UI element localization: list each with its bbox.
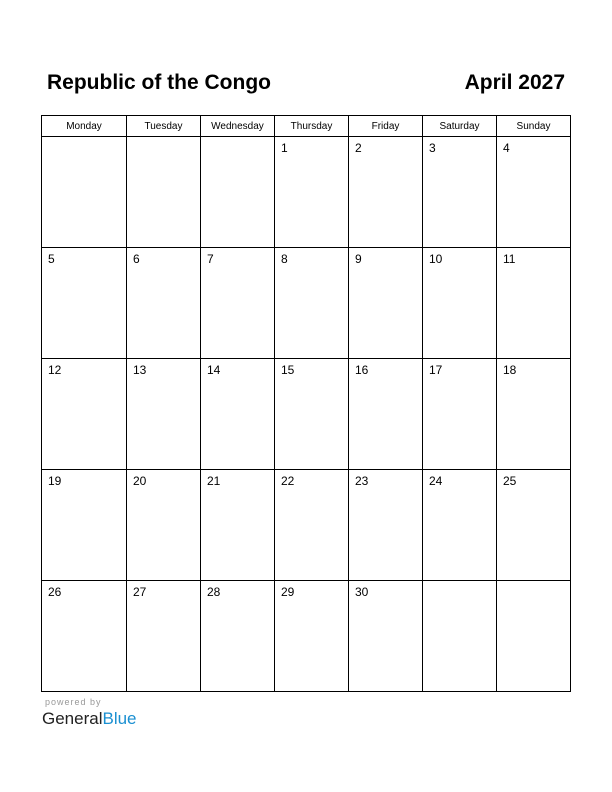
day-cell <box>349 470 423 581</box>
day-cell <box>201 581 275 692</box>
day-number: 8 <box>281 252 288 266</box>
day-number <box>497 581 570 585</box>
day-cell <box>201 359 275 470</box>
day-number: 2 <box>355 141 362 155</box>
weekday-header: Wednesday <box>201 116 275 137</box>
day-cell <box>423 470 497 581</box>
day-cell <box>423 581 497 692</box>
day-number: 7 <box>207 252 214 266</box>
day-cell <box>275 248 349 359</box>
day-number: 6 <box>133 252 140 266</box>
day-cell <box>349 137 423 248</box>
day-cell <box>423 137 497 248</box>
weekday-header: Tuesday <box>127 116 201 137</box>
day-cell <box>275 470 349 581</box>
day-cell <box>497 581 571 692</box>
day-cell <box>423 248 497 359</box>
day-number <box>201 137 274 141</box>
day-cell <box>42 470 127 581</box>
calendar-country-title: Republic of the Congo <box>47 71 271 94</box>
day-number: 11 <box>503 252 516 266</box>
day-number: 26 <box>48 585 62 599</box>
day-number: 12 <box>48 363 62 377</box>
calendar-month-title: April 2027 <box>464 71 565 94</box>
day-number: 1 <box>281 141 288 155</box>
day-number: 21 <box>207 474 221 488</box>
weekday-header: Thursday <box>275 116 349 137</box>
day-cell <box>275 581 349 692</box>
week-row <box>42 248 571 359</box>
day-number: 16 <box>355 363 369 377</box>
calendar-grid <box>41 115 571 692</box>
day-number: 15 <box>281 363 295 377</box>
day-cell <box>497 248 571 359</box>
powered-by-text: powered by <box>45 697 102 707</box>
day-number: 17 <box>429 363 443 377</box>
day-number: 25 <box>503 474 517 488</box>
day-number <box>127 137 200 141</box>
day-number: 30 <box>355 585 369 599</box>
day-number: 22 <box>281 474 295 488</box>
day-cell <box>42 248 127 359</box>
day-number: 19 <box>48 474 62 488</box>
day-cell <box>201 137 275 248</box>
day-number: 3 <box>429 141 436 155</box>
day-number: 28 <box>207 585 221 599</box>
day-cell <box>127 359 201 470</box>
day-number: 13 <box>133 363 147 377</box>
brand-general: General <box>42 709 103 728</box>
day-cell <box>497 359 571 470</box>
day-cell <box>275 137 349 248</box>
day-number <box>42 137 126 141</box>
day-number <box>423 581 496 585</box>
day-cell <box>42 137 127 248</box>
day-cell <box>127 470 201 581</box>
day-number: 14 <box>207 363 221 377</box>
day-number: 23 <box>355 474 369 488</box>
day-number: 9 <box>355 252 362 266</box>
day-number: 20 <box>133 474 147 488</box>
day-cell <box>42 359 127 470</box>
day-cell <box>349 581 423 692</box>
day-cell <box>349 359 423 470</box>
generalblue-logo[interactable] <box>42 709 137 729</box>
day-cell <box>349 248 423 359</box>
day-cell <box>42 581 127 692</box>
day-cell <box>127 248 201 359</box>
day-number: 4 <box>503 141 510 155</box>
day-cell <box>127 581 201 692</box>
day-cell <box>127 137 201 248</box>
day-number: 18 <box>503 363 517 377</box>
week-row <box>42 359 571 470</box>
week-row <box>42 470 571 581</box>
day-number: 29 <box>281 585 295 599</box>
day-cell <box>201 248 275 359</box>
day-cell <box>275 359 349 470</box>
brand-blue: Blue <box>102 709 137 728</box>
day-number: 24 <box>429 474 443 488</box>
day-cell <box>497 470 571 581</box>
day-cell <box>423 359 497 470</box>
weekday-header: Monday <box>42 116 127 137</box>
weekday-header: Saturday <box>423 116 497 137</box>
week-row <box>42 137 571 248</box>
day-number: 10 <box>429 252 443 266</box>
day-cell <box>201 470 275 581</box>
week-row <box>42 581 571 692</box>
weekday-header-row <box>42 116 571 137</box>
weekday-header: Sunday <box>497 116 571 137</box>
day-number: 27 <box>133 585 147 599</box>
day-cell <box>497 137 571 248</box>
weekday-header: Friday <box>349 116 423 137</box>
day-number: 5 <box>48 252 55 266</box>
